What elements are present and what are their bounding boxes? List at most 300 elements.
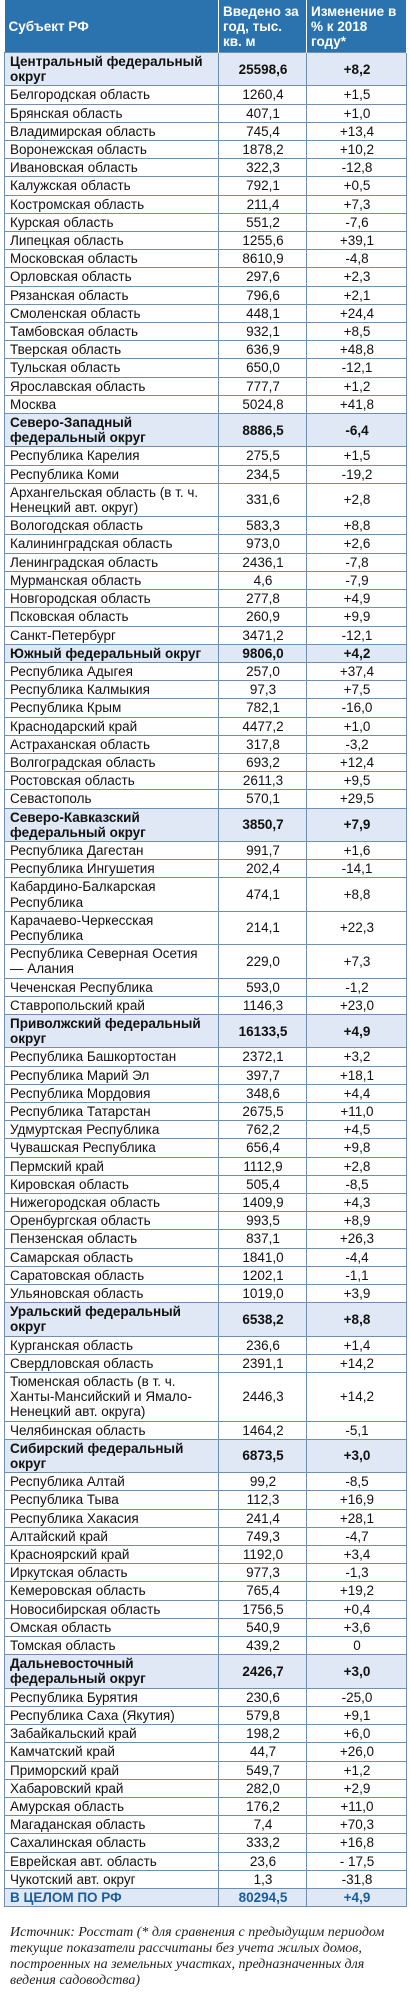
value-cell: 234,5 xyxy=(219,465,307,483)
region-name-cell: Рязанская область xyxy=(5,286,219,304)
change-cell: -12,1 xyxy=(307,626,407,644)
district-row xyxy=(5,1014,407,1047)
region-name-cell: Кабардино-Балкарская Республика xyxy=(5,878,219,911)
value-cell: 1841,0 xyxy=(219,1248,307,1266)
table-row xyxy=(5,626,407,644)
change-cell: +1,0 xyxy=(307,104,407,122)
change-cell: +1,2 xyxy=(307,1761,407,1779)
table-row xyxy=(5,1212,407,1230)
table-row xyxy=(5,1797,407,1815)
table-row xyxy=(5,1852,407,1870)
value-cell: 25598,6 xyxy=(219,53,307,86)
change-cell: +18,1 xyxy=(307,1066,407,1084)
region-name-cell: Центральный федеральный округ xyxy=(5,53,219,86)
value-cell: 593,0 xyxy=(219,978,307,996)
district-row xyxy=(5,414,407,447)
change-cell: +9,8 xyxy=(307,1139,407,1157)
table-row xyxy=(5,177,407,195)
region-name-cell: Республика Марий Эл xyxy=(5,1066,219,1084)
region-name-cell: Республика Хакасия xyxy=(5,1509,219,1527)
region-name-cell: Чувашская Республика xyxy=(5,1139,219,1157)
change-cell: +8,8 xyxy=(307,517,407,535)
value-cell: 4477,2 xyxy=(219,717,307,735)
value-cell: 932,1 xyxy=(219,323,307,341)
value-cell: 993,5 xyxy=(219,1212,307,1230)
region-name-cell: Челябинская область xyxy=(5,1421,219,1439)
region-name-cell: Тамбовская область xyxy=(5,323,219,341)
change-cell: +14,2 xyxy=(307,1373,407,1422)
table-row xyxy=(5,323,407,341)
region-name-cell: Севастополь xyxy=(5,790,219,808)
region-name-cell: Орловская область xyxy=(5,268,219,286)
value-cell: 2372,1 xyxy=(219,1048,307,1066)
table-row xyxy=(5,268,407,286)
table-row xyxy=(5,195,407,213)
district-row xyxy=(5,808,407,841)
region-name-cell: Алтайский край xyxy=(5,1527,219,1545)
change-cell: +8,9 xyxy=(307,1212,407,1230)
region-name-cell: Удмуртская Республика xyxy=(5,1121,219,1139)
value-cell: 8610,9 xyxy=(219,250,307,268)
change-cell: -4,7 xyxy=(307,1527,407,1545)
value-cell: 2391,1 xyxy=(219,1354,307,1372)
value-cell: 16133,5 xyxy=(219,1014,307,1047)
table-row xyxy=(5,590,407,608)
value-cell: 230,6 xyxy=(219,1688,307,1706)
change-cell: -4,8 xyxy=(307,250,407,268)
value-cell: 331,6 xyxy=(219,483,307,516)
region-name-cell: Республика Башкортостан xyxy=(5,1048,219,1066)
change-cell: -8,5 xyxy=(307,1175,407,1193)
table-row xyxy=(5,341,407,359)
region-name-cell: Ростовская область xyxy=(5,772,219,790)
table-row xyxy=(5,662,407,680)
table-row xyxy=(5,1761,407,1779)
value-cell: 80294,5 xyxy=(219,1888,307,1906)
table-row xyxy=(5,1491,407,1509)
change-cell: +1,6 xyxy=(307,841,407,859)
value-cell: 333,2 xyxy=(219,1834,307,1852)
table-row xyxy=(5,86,407,104)
housing-table-wrap xyxy=(4,0,406,1989)
change-cell: -3,2 xyxy=(307,735,407,753)
region-name-cell: Еврейская авт. область xyxy=(5,1852,219,1870)
value-cell: 8886,5 xyxy=(219,414,307,447)
value-cell: 505,4 xyxy=(219,1175,307,1193)
value-cell: 229,0 xyxy=(219,945,307,978)
value-cell: 1192,0 xyxy=(219,1546,307,1564)
change-cell: -14,1 xyxy=(307,860,407,878)
district-row xyxy=(5,53,407,86)
value-cell: 2436,1 xyxy=(219,553,307,571)
value-cell: 2611,3 xyxy=(219,772,307,790)
change-cell: +1,2 xyxy=(307,377,407,395)
table-row xyxy=(5,1527,407,1545)
value-cell: 439,2 xyxy=(219,1637,307,1655)
value-cell: 777,7 xyxy=(219,377,307,395)
value-cell: 112,3 xyxy=(219,1491,307,1509)
change-cell: +8,2 xyxy=(307,53,407,86)
value-cell: 656,4 xyxy=(219,1139,307,1157)
table-row xyxy=(5,790,407,808)
region-name-cell: Приволжский федеральный округ xyxy=(5,1014,219,1047)
table-row xyxy=(5,1084,407,1102)
change-cell: +4,9 xyxy=(307,1888,407,1906)
change-cell: +8,8 xyxy=(307,1303,407,1336)
value-cell: 1255,6 xyxy=(219,232,307,250)
change-cell: -7,8 xyxy=(307,553,407,571)
value-cell: 1260,4 xyxy=(219,86,307,104)
district-row xyxy=(5,1303,407,1336)
region-name-cell: Архангельская область (в т. ч. Ненецкий авт. округ) xyxy=(5,483,219,516)
table-row xyxy=(5,1248,407,1266)
change-cell: +23,0 xyxy=(307,996,407,1014)
region-name-cell: Республика Татарстан xyxy=(5,1102,219,1120)
region-name-cell: Сибирский федеральный округ xyxy=(5,1439,219,1472)
value-cell: 9806,0 xyxy=(219,644,307,662)
region-name-cell: Республика Адыгея xyxy=(5,662,219,680)
value-cell: 782,1 xyxy=(219,699,307,717)
change-cell: +4,9 xyxy=(307,1014,407,1047)
change-cell: -1,3 xyxy=(307,1564,407,1582)
table-row xyxy=(5,304,407,322)
value-cell: 198,2 xyxy=(219,1725,307,1743)
value-cell: 97,3 xyxy=(219,681,307,699)
value-cell: 44,7 xyxy=(219,1743,307,1761)
change-cell: +2,1 xyxy=(307,286,407,304)
change-cell: +3,6 xyxy=(307,1618,407,1636)
table-row xyxy=(5,1102,407,1120)
region-name-cell: Чеченская Республика xyxy=(5,978,219,996)
table-row xyxy=(5,1421,407,1439)
value-cell: 792,1 xyxy=(219,177,307,195)
value-cell: 551,2 xyxy=(219,213,307,231)
region-name-cell: Липецкая область xyxy=(5,232,219,250)
value-cell: 275,5 xyxy=(219,447,307,465)
region-name-cell: Москва xyxy=(5,395,219,413)
table-row xyxy=(5,1048,407,1066)
table-row xyxy=(5,1870,407,1888)
change-cell: +48,8 xyxy=(307,341,407,359)
header-change: Изменение в % к 2018 году* xyxy=(307,0,407,53)
total-row xyxy=(5,1888,407,1906)
value-cell: 749,3 xyxy=(219,1527,307,1545)
table-row xyxy=(5,1194,407,1212)
table-row xyxy=(5,250,407,268)
value-cell: 214,1 xyxy=(219,911,307,944)
change-cell: +1,4 xyxy=(307,1336,407,1354)
change-cell: +28,1 xyxy=(307,1509,407,1527)
region-name-cell: Московская область xyxy=(5,250,219,268)
region-name-cell: Карачаево-Черкесская Республика xyxy=(5,911,219,944)
value-cell: 837,1 xyxy=(219,1230,307,1248)
region-name-cell: Санкт-Петербург xyxy=(5,626,219,644)
region-name-cell: Пермский край xyxy=(5,1157,219,1175)
table-row xyxy=(5,517,407,535)
table-row xyxy=(5,1175,407,1193)
region-name-cell: Республика Крым xyxy=(5,699,219,717)
change-cell: -6,4 xyxy=(307,414,407,447)
district-row xyxy=(5,1655,407,1688)
region-name-cell: Пензенская область xyxy=(5,1230,219,1248)
region-name-cell: Томская область xyxy=(5,1637,219,1655)
table-row xyxy=(5,878,407,911)
change-cell: +9,9 xyxy=(307,608,407,626)
change-cell: -7,6 xyxy=(307,213,407,231)
change-cell: +4,2 xyxy=(307,644,407,662)
value-cell: 407,1 xyxy=(219,104,307,122)
table-row xyxy=(5,945,407,978)
value-cell: 7,4 xyxy=(219,1816,307,1834)
value-cell: 540,9 xyxy=(219,1618,307,1636)
change-cell: +4,4 xyxy=(307,1084,407,1102)
region-name-cell: Ивановская область xyxy=(5,159,219,177)
region-name-cell: Амурская область xyxy=(5,1797,219,1815)
value-cell: 762,2 xyxy=(219,1121,307,1139)
value-cell: 765,4 xyxy=(219,1582,307,1600)
value-cell: 1202,1 xyxy=(219,1266,307,1284)
table-row xyxy=(5,483,407,516)
change-cell: +2,3 xyxy=(307,268,407,286)
region-name-cell: Новосибирская область xyxy=(5,1600,219,1618)
region-name-cell: Республика Бурятия xyxy=(5,1688,219,1706)
table-row xyxy=(5,841,407,859)
footnote: Источник: Росстат (* для сравнения с предыдущим периодом текущие показатели рассчитаны без учета жилых домов, построенных на земельных участках, предназначенных для ведения садоводства) xyxy=(10,1925,385,1989)
region-name-cell: Северо-Западный федеральный округ xyxy=(5,414,219,447)
value-cell: 3471,2 xyxy=(219,626,307,644)
table-body xyxy=(5,53,407,1907)
change-cell: +7,3 xyxy=(307,945,407,978)
table-row xyxy=(5,232,407,250)
region-name-cell: Кемеровская область xyxy=(5,1582,219,1600)
region-name-cell: Дальневосточный федеральный округ xyxy=(5,1655,219,1688)
change-cell: -12,1 xyxy=(307,359,407,377)
value-cell: 549,7 xyxy=(219,1761,307,1779)
change-cell: +10,2 xyxy=(307,141,407,159)
table-row xyxy=(5,699,407,717)
value-cell: 650,0 xyxy=(219,359,307,377)
region-name-cell: Республика Карелия xyxy=(5,447,219,465)
value-cell: 211,4 xyxy=(219,195,307,213)
value-cell: 570,1 xyxy=(219,790,307,808)
region-name-cell: Сахалинская область xyxy=(5,1834,219,1852)
change-cell: +0,5 xyxy=(307,177,407,195)
value-cell: 1756,5 xyxy=(219,1600,307,1618)
value-cell: 176,2 xyxy=(219,1797,307,1815)
region-name-cell: Оренбургская область xyxy=(5,1212,219,1230)
change-cell: +37,4 xyxy=(307,662,407,680)
table-row xyxy=(5,1706,407,1724)
value-cell: 1019,0 xyxy=(219,1285,307,1303)
region-name-cell: Республика Ингушетия xyxy=(5,860,219,878)
table-row xyxy=(5,1230,407,1248)
region-name-cell: Астраханская область xyxy=(5,735,219,753)
value-cell: 448,1 xyxy=(219,304,307,322)
table-row xyxy=(5,395,407,413)
change-cell: +3,0 xyxy=(307,1655,407,1688)
table-row xyxy=(5,1637,407,1655)
region-name-cell: Ставропольский край xyxy=(5,996,219,1014)
value-cell: 583,3 xyxy=(219,517,307,535)
header-value: Введено за год, тыс. кв. м xyxy=(219,0,307,53)
change-cell: +29,5 xyxy=(307,790,407,808)
table-row xyxy=(5,1473,407,1491)
change-cell: +7,5 xyxy=(307,681,407,699)
value-cell: 202,4 xyxy=(219,860,307,878)
region-name-cell: Ярославская область xyxy=(5,377,219,395)
change-cell: -12,8 xyxy=(307,159,407,177)
housing-table xyxy=(4,0,407,1907)
region-name-cell: Мурманская область xyxy=(5,571,219,589)
table-row xyxy=(5,1816,407,1834)
region-name-cell: Республика Коми xyxy=(5,465,219,483)
table-row xyxy=(5,978,407,996)
change-cell: -7,9 xyxy=(307,571,407,589)
change-cell: +1,5 xyxy=(307,447,407,465)
change-cell: +8,8 xyxy=(307,878,407,911)
region-name-cell: Краснодарский край xyxy=(5,717,219,735)
region-name-cell: Самарская область xyxy=(5,1248,219,1266)
change-cell: +8,5 xyxy=(307,323,407,341)
change-cell: +11,0 xyxy=(307,1797,407,1815)
change-cell: -19,2 xyxy=(307,465,407,483)
region-name-cell: Тюменская область (в т. ч. Ханты-Мансийский и Ямало-Ненецкий авт. округа) xyxy=(5,1373,219,1422)
change-cell: +6,0 xyxy=(307,1725,407,1743)
table-row xyxy=(5,735,407,753)
change-cell: +13,4 xyxy=(307,122,407,140)
table-row xyxy=(5,1285,407,1303)
change-cell: -5,1 xyxy=(307,1421,407,1439)
table-header xyxy=(5,0,407,53)
table-row xyxy=(5,141,407,159)
table-row xyxy=(5,1157,407,1175)
change-cell: +16,9 xyxy=(307,1491,407,1509)
region-name-cell: Тульская область xyxy=(5,359,219,377)
change-cell: +2,9 xyxy=(307,1779,407,1797)
value-cell: 796,6 xyxy=(219,286,307,304)
change-cell: +4,5 xyxy=(307,1121,407,1139)
change-cell: +39,1 xyxy=(307,232,407,250)
region-name-cell: Ульяновская область xyxy=(5,1285,219,1303)
table-row xyxy=(5,717,407,735)
region-name-cell: Забайкальский край xyxy=(5,1725,219,1743)
change-cell: +9,1 xyxy=(307,1706,407,1724)
table-row xyxy=(5,1336,407,1354)
value-cell: 991,7 xyxy=(219,841,307,859)
region-name-cell: Приморский край xyxy=(5,1761,219,1779)
change-cell: +2,6 xyxy=(307,535,407,553)
region-name-cell: Хабаровский край xyxy=(5,1779,219,1797)
table-row xyxy=(5,1564,407,1582)
change-cell: +0,4 xyxy=(307,1600,407,1618)
table-row xyxy=(5,447,407,465)
change-cell: +2,8 xyxy=(307,1157,407,1175)
change-cell: +26,0 xyxy=(307,1743,407,1761)
table-row xyxy=(5,1618,407,1636)
region-name-cell: Южный федеральный округ xyxy=(5,644,219,662)
value-cell: 1112,9 xyxy=(219,1157,307,1175)
value-cell: 1146,3 xyxy=(219,996,307,1014)
region-name-cell: Ленинградская область xyxy=(5,553,219,571)
change-cell: +3,0 xyxy=(307,1439,407,1472)
table-row xyxy=(5,465,407,483)
change-cell: +11,0 xyxy=(307,1102,407,1120)
table-row xyxy=(5,1688,407,1706)
region-name-cell: Нижегородская область xyxy=(5,1194,219,1212)
change-cell: - 17,5 xyxy=(307,1852,407,1870)
table-row xyxy=(5,1121,407,1139)
region-name-cell: Республика Тыва xyxy=(5,1491,219,1509)
change-cell: +3,4 xyxy=(307,1546,407,1564)
change-cell: +7,9 xyxy=(307,808,407,841)
change-cell: -16,0 xyxy=(307,699,407,717)
region-name-cell: Омская область xyxy=(5,1618,219,1636)
region-name-cell: Республика Мордовия xyxy=(5,1084,219,1102)
table-row xyxy=(5,1546,407,1564)
change-cell: +16,8 xyxy=(307,1834,407,1852)
region-name-cell: Чукотский авт. округ xyxy=(5,1870,219,1888)
table-row xyxy=(5,996,407,1014)
table-row xyxy=(5,753,407,771)
region-name-cell: Костромская область xyxy=(5,195,219,213)
header-subject: Субъект РФ xyxy=(5,0,219,53)
value-cell: 693,2 xyxy=(219,753,307,771)
table-row xyxy=(5,1600,407,1618)
region-name-cell: Республика Калмыкия xyxy=(5,681,219,699)
region-name-cell: Республика Дагестан xyxy=(5,841,219,859)
region-name-cell: Северо-Кавказский федеральный округ xyxy=(5,808,219,841)
change-cell: +22,3 xyxy=(307,911,407,944)
change-cell: +41,8 xyxy=(307,395,407,413)
value-cell: 745,4 xyxy=(219,122,307,140)
value-cell: 1409,9 xyxy=(219,1194,307,1212)
region-name-cell: Калужская область xyxy=(5,177,219,195)
region-name-cell: Тверская область xyxy=(5,341,219,359)
value-cell: 6873,5 xyxy=(219,1439,307,1472)
table-row xyxy=(5,1509,407,1527)
table-row xyxy=(5,535,407,553)
region-name-cell: Воронежская область xyxy=(5,141,219,159)
value-cell: 3850,7 xyxy=(219,808,307,841)
value-cell: 236,6 xyxy=(219,1336,307,1354)
table-row xyxy=(5,104,407,122)
region-name-cell: Владимирская область xyxy=(5,122,219,140)
value-cell: 579,8 xyxy=(219,1706,307,1724)
district-row xyxy=(5,1439,407,1472)
region-name-cell: Камчатский край xyxy=(5,1743,219,1761)
change-cell: +19,2 xyxy=(307,1582,407,1600)
table-row xyxy=(5,860,407,878)
value-cell: 322,3 xyxy=(219,159,307,177)
table-row xyxy=(5,359,407,377)
value-cell: 973,0 xyxy=(219,535,307,553)
change-cell: +70,3 xyxy=(307,1816,407,1834)
change-cell: +1,5 xyxy=(307,86,407,104)
value-cell: 6538,2 xyxy=(219,1303,307,1336)
region-name-cell: Магаданская область xyxy=(5,1816,219,1834)
value-cell: 99,2 xyxy=(219,1473,307,1491)
region-name-cell: Уральский федеральный округ xyxy=(5,1303,219,1336)
value-cell: 977,3 xyxy=(219,1564,307,1582)
value-cell: 241,4 xyxy=(219,1509,307,1527)
region-name-cell: Свердловская область xyxy=(5,1354,219,1372)
value-cell: 317,8 xyxy=(219,735,307,753)
table-row xyxy=(5,1779,407,1797)
region-name-cell: Курганская область xyxy=(5,1336,219,1354)
table-row xyxy=(5,1725,407,1743)
table-row xyxy=(5,1066,407,1084)
value-cell: 397,7 xyxy=(219,1066,307,1084)
